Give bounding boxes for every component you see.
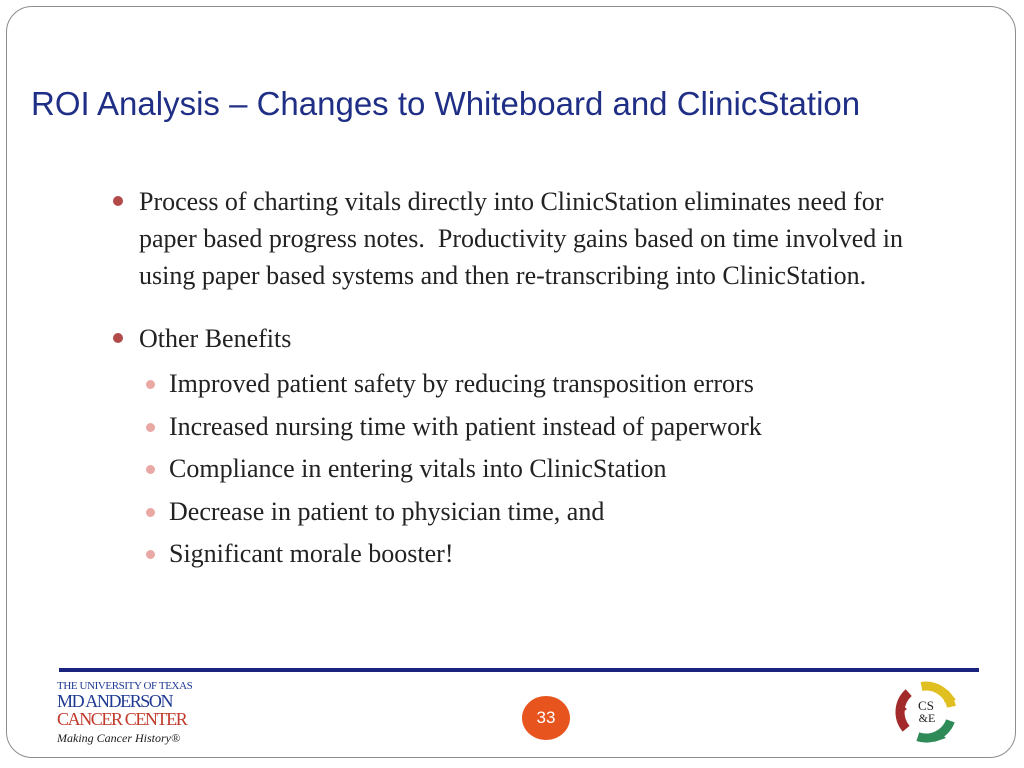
sub-bullet-item [111,533,911,576]
sub-bullet-text: Significant morale booster! [169,539,454,568]
sub-bullet-list [111,363,911,576]
logo-text-bottom: &E [918,711,936,725]
sub-bullet-dot-icon [146,508,155,517]
logo-university-line: THE UNIVERSITY OF TEXAS [57,680,193,692]
bullet-text: Process of charting vitals directly into ClinicStation eliminates need for paper based progress notes. Productivity gains based on time involved in using paper based systems and then re-transcribing into ClinicStation. [139,187,903,290]
md-anderson-logo [57,681,217,746]
sub-bullet-text: Compliance in entering vitals into ClinicStation [169,454,667,483]
sub-bullet-dot-icon [146,550,155,559]
sub-bullet-item [111,406,911,449]
logo-text-top: CS [918,698,934,713]
slide-body [111,183,911,576]
bullet-dot-icon [113,333,123,343]
sub-bullet-item [111,491,911,534]
logo-name-line: MD ANDERSON [57,691,173,711]
cse-logo-icon [890,676,962,748]
footer-rule [59,668,979,672]
slide [6,6,1016,758]
sub-bullet-item [111,363,911,406]
sub-bullet-dot-icon [146,423,155,432]
sub-bullet-text: Decrease in patient to physician time, and [169,496,605,526]
logo-tagline: Making Cancer History® [57,731,181,745]
slide-title: ROI Analysis – Changes to Whiteboard and ClinicStation [31,85,861,122]
bullet-item [111,183,911,294]
logo-center-line: CANCER CENTER [57,709,187,729]
sub-bullet-text: Improved patient safety by reducing transposition errors [169,369,754,398]
page-number-badge: 33 [522,696,570,740]
sub-bullet-dot-icon [146,465,155,474]
bullet-dot-icon [113,196,123,206]
sub-bullet-item [111,448,911,491]
bullet-item [111,320,911,357]
sub-bullet-dot-icon [146,380,155,389]
bullet-text: Other Benefits [139,324,292,353]
sub-bullet-text: Increased nursing time with patient instead of paperwork [169,411,762,441]
